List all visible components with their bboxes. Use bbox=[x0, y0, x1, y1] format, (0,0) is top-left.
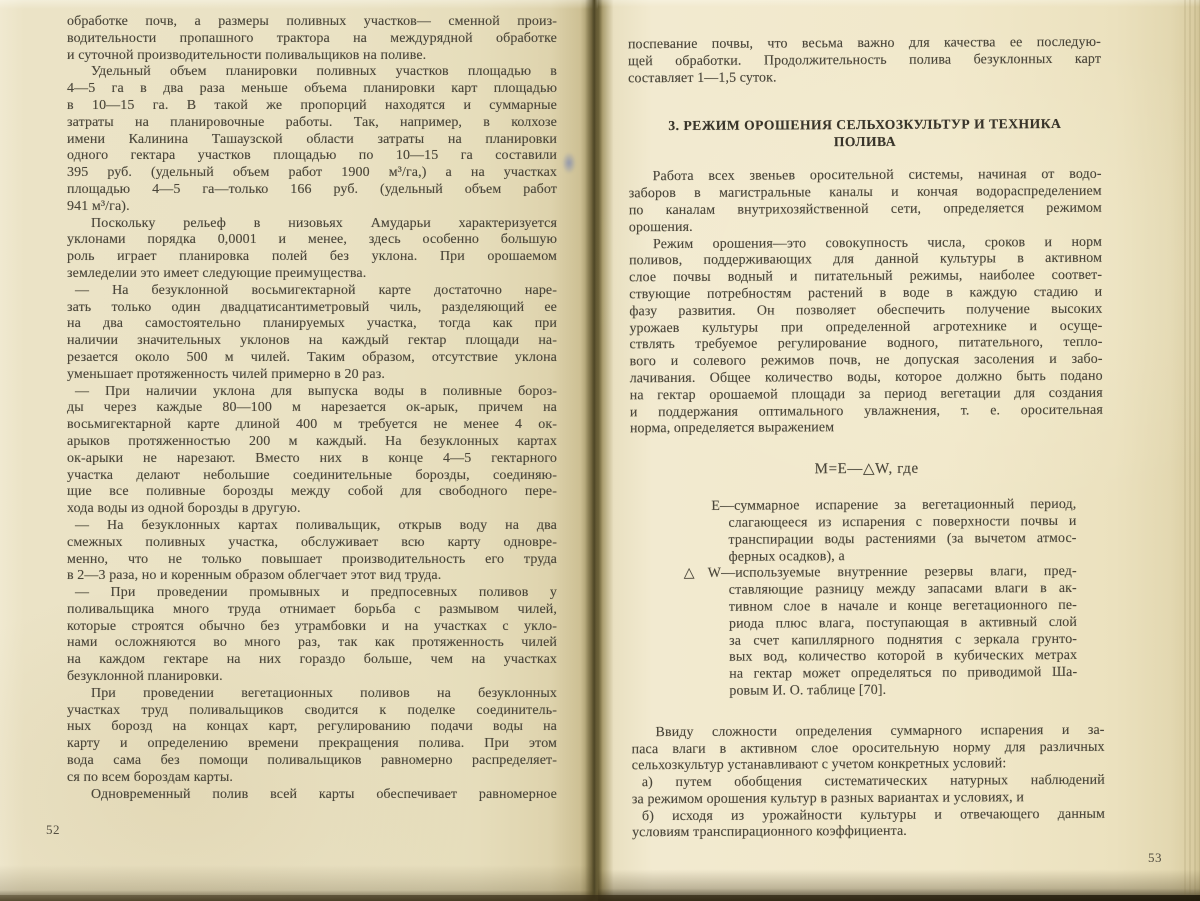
paragraph bbox=[629, 167, 1102, 237]
right-page-text bbox=[628, 35, 1105, 843]
text-line: M=E—△W, где bbox=[814, 460, 919, 478]
text-line: ствлять требуемое регулирование водного, питательного, тепло- bbox=[629, 335, 1103, 353]
dash-paragraph bbox=[67, 384, 557, 518]
text-line: слое почвы водный и питательный режимы, наиболее соответ- bbox=[629, 267, 1103, 286]
list-item-a bbox=[632, 773, 1105, 809]
text-line: восьмигектарной карте длиной 400 м требуется не менее 4 ок- bbox=[67, 417, 557, 433]
text-line: резается около 500 м чилей. Таким образом, отсутствие уклона bbox=[67, 349, 557, 365]
text-line: — На безуклонных картах поливальщик, открыв воду на два bbox=[75, 517, 557, 533]
text-line: за счет капиллярного поднятия с зеркала грунто- bbox=[729, 631, 1078, 649]
right-page bbox=[598, 0, 1200, 901]
text-line: заборов в магистральные каналы и кончая водораспределением bbox=[628, 183, 1102, 202]
text-line: 4—5 га в два раза меньше объема планировки карт площадью bbox=[67, 81, 557, 97]
text-line: участках труд поливальщиков сводится к поделке соединитель- bbox=[67, 702, 557, 718]
text-line: транспирации воды растениями (за вычетом атмос- bbox=[728, 530, 1077, 548]
text-line: б) исходя из урожайности культуры и отвечающего данным bbox=[641, 806, 1106, 824]
text-line: вого и солевого режимов почв, не допуская засоления и забо- bbox=[629, 351, 1103, 370]
text-line: в 2—3 раза, но и коренным образом облегчает этот вид труда. bbox=[67, 568, 442, 584]
text-line: слагающееся из испарения с поверхности почвы и bbox=[728, 513, 1077, 531]
text-line: зать только один двадцатисантиметровый чиль, разделяющий ее bbox=[67, 299, 557, 315]
text-line: хода воды из одной борозды в другую. bbox=[67, 501, 301, 517]
text-line: условиям транспирационного коэффициента. bbox=[632, 824, 907, 841]
dash-paragraph bbox=[67, 585, 557, 686]
dash-paragraph bbox=[67, 518, 557, 585]
text-line: — При наличии уклона для выпуска воды в поливные бороз- bbox=[75, 383, 557, 399]
text-line: карту и определению времени прекращения полива. При этом bbox=[67, 736, 557, 752]
text-line: — На безуклонной восьмигектарной карте достаточно наре- bbox=[75, 282, 557, 298]
paragraph bbox=[67, 686, 557, 787]
text-line: арыков протяженностью 200 м каждый. На безуклонных картах bbox=[67, 433, 557, 449]
text-line: норма, определяется выражением bbox=[629, 420, 835, 437]
text-line: щей обработки. Продолжительность полива безуклонных карт bbox=[627, 51, 1102, 70]
text-line: обработке почв, а размеры поливных участков— сменной произ- bbox=[67, 14, 557, 29]
continued-paragraph bbox=[628, 35, 1101, 88]
paragraph bbox=[67, 216, 557, 283]
left-page bbox=[0, 0, 598, 901]
book-bottom-edge bbox=[0, 895, 1200, 901]
text-line: составляет 1—1,5 суток. bbox=[628, 70, 777, 86]
text-line: площадью 4—5 га—только 166 руб. (удельный объем работ bbox=[67, 181, 557, 197]
text-line: которые строятся обычно без утрамбовки и на участках с укло- bbox=[67, 618, 557, 634]
dash-paragraph bbox=[67, 283, 557, 384]
text-line: имени Калинина Ташаузской области затраты на планировки bbox=[67, 131, 557, 147]
right-page-number: 53 bbox=[1148, 850, 1162, 865]
text-line: участка делают небольшие соединительные борозды, соединяю- bbox=[67, 467, 557, 483]
text-line: — При проведении промывных и предпосевных поливов у bbox=[75, 585, 557, 601]
text-line: вых вод, количество которой в кубических метрах bbox=[729, 648, 1078, 666]
text-line: Поскольку рельеф в низовьях Амударьи характеризуется bbox=[91, 215, 557, 231]
text-line: поливальщика много труда отнимает борьба с размывом чилей, bbox=[67, 601, 557, 617]
text-line: наличии значительных уклонов на каждый гектар площади на- bbox=[67, 333, 557, 349]
text-line: менно, что не только повышает производительность его труда bbox=[67, 551, 557, 567]
text-line: Режим орошения—это совокупность числа, сроков и норм bbox=[652, 234, 1103, 252]
text-line: нами осложняются во много раз, так как протяженность чилей bbox=[67, 635, 557, 651]
text-line: риода плюс влага, поступающая в активный слой bbox=[728, 614, 1078, 632]
page-gutter bbox=[585, 0, 603, 901]
paragraph bbox=[631, 722, 1104, 775]
text-line: 941 м³/га). bbox=[67, 198, 130, 214]
text-line: паса влаги в активном слое оросительную норму для различных bbox=[631, 739, 1105, 757]
text-line: поспевание почвы, что весьма важно для качества ее последую- bbox=[627, 34, 1101, 53]
text-line: Ввиду сложности определения суммарного испарения и за- bbox=[655, 722, 1105, 740]
text-line: ок-арыки не нарезают. Вместо них в конце 4—5 гектарного bbox=[67, 450, 557, 466]
text-line: фазу развития. Он позволяет обеспечить получение высоких bbox=[629, 301, 1103, 320]
text-line: на каждом гектаре на них гораздо больше, чем на участках bbox=[67, 652, 557, 668]
text-line: △W—используемые внутренние резервы влаги, пред- bbox=[683, 564, 1077, 582]
text-line: 3. РЕЖИМ ОРОШЕНИЯ СЕЛЬХОЗКУЛЬТУР И ТЕХНИКА bbox=[668, 116, 1062, 134]
text-line: уклонами порядка 0,0001 и менее, здесь особенно большую bbox=[67, 232, 557, 248]
text-line: и суточной производительности поливальщиков на поливе. bbox=[67, 47, 427, 63]
text-line: поливов, поддерживающих для данной культуры в активном bbox=[629, 251, 1103, 269]
text-line: Одновременный полив всей карты обеспечивает равномерное bbox=[91, 786, 557, 802]
text-line: земледелии это имеет следующие преимущества. bbox=[67, 265, 367, 281]
text-line: водительности пропашного трактора на междурядной обработке bbox=[67, 30, 557, 46]
paragraph bbox=[67, 64, 557, 215]
blue-ink-smudge bbox=[562, 152, 576, 174]
section-heading bbox=[628, 115, 1101, 151]
text-line: щие все поливные борозды между собой для свободного пере- bbox=[67, 484, 557, 500]
list-item-b bbox=[632, 806, 1105, 842]
text-line: E—суммарное испарение за вегетационный период, bbox=[711, 497, 1077, 514]
text-line: ствующие потребностям растений в воде в каждую стадию и bbox=[629, 284, 1103, 303]
text-line: Удельный объем планировки поливных участков площадью в bbox=[91, 64, 557, 80]
text-line: При проведении вегетационных поливов на безуклонных bbox=[91, 685, 557, 701]
text-line: ровым И. О. таблице [70]. bbox=[729, 682, 887, 699]
definition-E bbox=[630, 497, 1103, 567]
text-line: Работа всех звеньев оросительной системы, начиная от водо- bbox=[652, 167, 1102, 185]
text-line: ферных осадков), а bbox=[728, 548, 845, 565]
text-line: на гектар может определяться по приводимой Ша- bbox=[729, 665, 1078, 682]
text-line: в 10—15 га. В такой же пропорций находятся и суммарные bbox=[67, 97, 557, 113]
text-line: ных борозд на концах карт, регулированию подачи воды на bbox=[67, 719, 557, 735]
text-line: лачивания. Общее количество воды, которое должно быть подано bbox=[629, 368, 1103, 387]
paragraph bbox=[67, 787, 557, 804]
text-line: ставляющие разницу между запасами влаги в ак- bbox=[728, 581, 1077, 598]
text-line: за режимом орошения культур в разных вариантах и условиях, и bbox=[631, 790, 1024, 808]
text-line: затраты на планировочные работы. Так, например, в колхозе bbox=[67, 114, 557, 130]
text-line: 395 руб. (удельный объем работ 1900 м³/га,) а на участках bbox=[67, 165, 557, 181]
left-page-number: 52 bbox=[46, 822, 60, 837]
text-line: уменьшает протяженность чилей примерно в 20 раз. bbox=[67, 366, 385, 382]
left-page-text bbox=[67, 14, 557, 803]
text-line: ся по всем бороздам карты. bbox=[67, 769, 233, 785]
text-line: на два самостоятельно планируемых участка, тогда как при bbox=[67, 316, 557, 332]
text-line: по каналам внутрихозяйственной сети, определяется режимом bbox=[628, 200, 1102, 219]
text-line: роль играет планировка полей без уклона. При орошаемом bbox=[67, 249, 557, 265]
text-line: безуклонной планировки. bbox=[67, 669, 223, 685]
text-line: одного гектара участков площадью по 10—15 га составили bbox=[67, 148, 557, 164]
text-line: а) путем обобщения систематических натурных наблюдений bbox=[641, 772, 1105, 791]
formula bbox=[630, 460, 1103, 479]
text-line: ПОЛИВА bbox=[833, 134, 897, 150]
text-line: на гектар орошаемой площади за период вегетации для создания bbox=[629, 385, 1103, 403]
text-line: сельхозкультур устанавливают с учетом конкретных условий: bbox=[631, 756, 1007, 774]
continued-paragraph bbox=[67, 14, 557, 64]
paragraph bbox=[629, 234, 1103, 438]
text-line: урожаев культуры при определенной агротехнике и осуще- bbox=[629, 318, 1103, 336]
text-line: орошения. bbox=[628, 219, 693, 236]
definition-delta-W bbox=[631, 564, 1105, 701]
text-line: тивном слое в начале и конце вегетационного пе- bbox=[728, 597, 1077, 615]
text-line: смежных поливных участка, обслуживает всю карту одновре- bbox=[67, 534, 557, 550]
text-line: ды через каждые 80—100 м нарезается ок-арык, причем на bbox=[67, 400, 557, 416]
text-line: вода сама без помощи поливальщиков равномерно распределяет- bbox=[67, 753, 557, 769]
text-line: и поддержания оптимального увлажнения, т. е. оросительная bbox=[629, 402, 1103, 420]
